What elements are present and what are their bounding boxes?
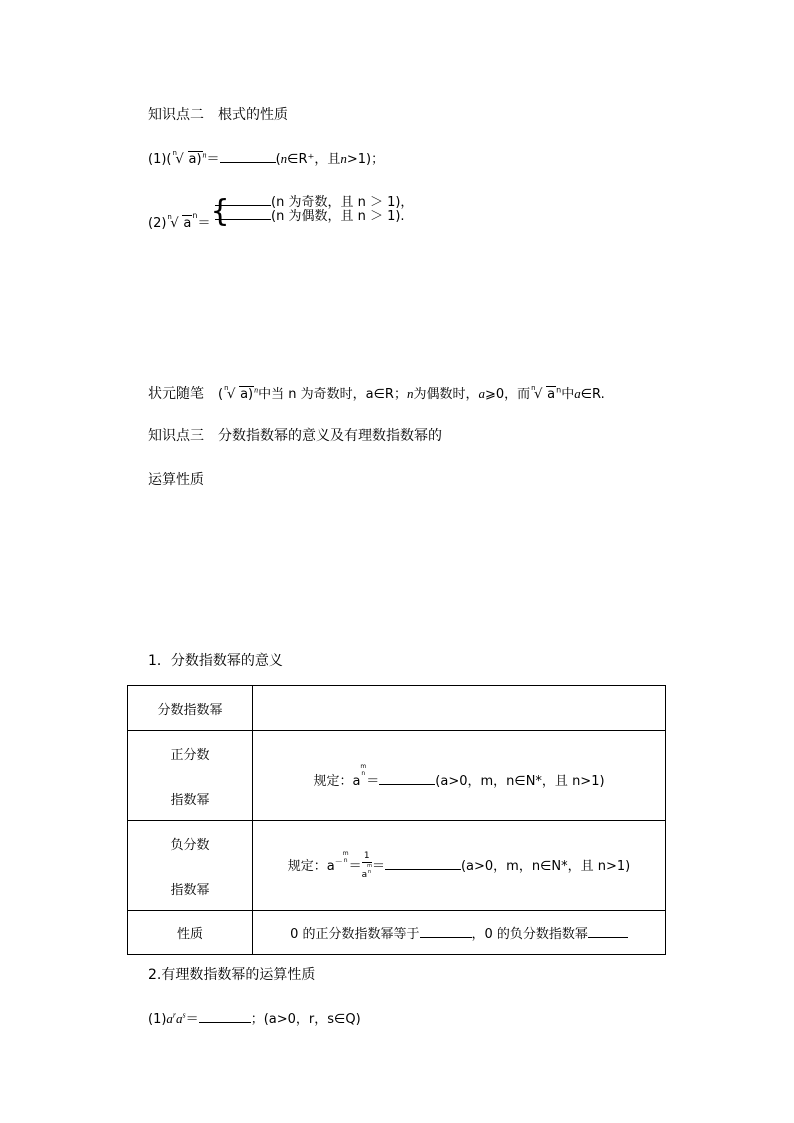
fractional-exponent-table (127, 685, 666, 955)
row-content (253, 686, 666, 731)
row-label: 正分数 指数幂 (128, 731, 253, 821)
note-line: 状元随笔 ( n √ a)$^n$中当 n 为奇数时，a∈R；n为偶数时，a⩾0，而 n √ $a^n$中a∈R. (148, 384, 605, 402)
root-case-odd: (n 为奇数，且 n ＞ 1)， (215, 191, 413, 210)
root-property-2: (2) n √ $a^n=${ (148, 194, 230, 231)
answer-blank[interactable] (588, 925, 628, 938)
table-row (128, 731, 666, 821)
answer-blank[interactable] (215, 207, 271, 220)
answer-blank[interactable] (379, 772, 435, 785)
row-label: 负分数 指数幂 (128, 821, 253, 911)
root-property-1: (1)( n √ a)$^n$＝ (n∈R⁺，且n>1)； (148, 149, 385, 167)
answer-blank[interactable] (385, 857, 461, 870)
answer-blank[interactable] (420, 925, 472, 938)
answer-blank[interactable] (199, 1010, 251, 1023)
row-content: 规定：a－m n＝ 1 am n ＝ (a>0，m，n∈N*，且 n>1) (253, 821, 666, 911)
row-content: 规定：am n＝ (a>0，m，n∈N*，且 n>1) (253, 731, 666, 821)
exponent-rule-1: $(1)a^ra^s=$ ；(a>0，r，s∈Q) (148, 1010, 361, 1027)
part-2-heading: 2.有理数指数幂的运算性质 (148, 967, 316, 983)
table-row (128, 911, 666, 955)
table-row (128, 686, 666, 731)
section-2-title: 知识点二 根式的性质 (148, 107, 288, 123)
table-row (128, 821, 666, 911)
section-3-title-line2: 运算性质 (148, 472, 204, 488)
root-case-even: (n 为偶数，且 n ＞ 1). (215, 205, 405, 224)
part-1-heading: 1．分数指数幂的意义 (148, 653, 283, 669)
brace: { (210, 194, 230, 229)
answer-blank[interactable] (220, 150, 276, 163)
section-3-title-line1: 知识点三 分数指数幂的意义及有理数指数幂的 (148, 428, 442, 444)
row-content: 0 的正分数指数幂等于 ，0 的负分数指数幂 (253, 911, 666, 955)
row-label: 分数指数幂 (128, 686, 253, 731)
row-label: 性质 (128, 911, 253, 955)
